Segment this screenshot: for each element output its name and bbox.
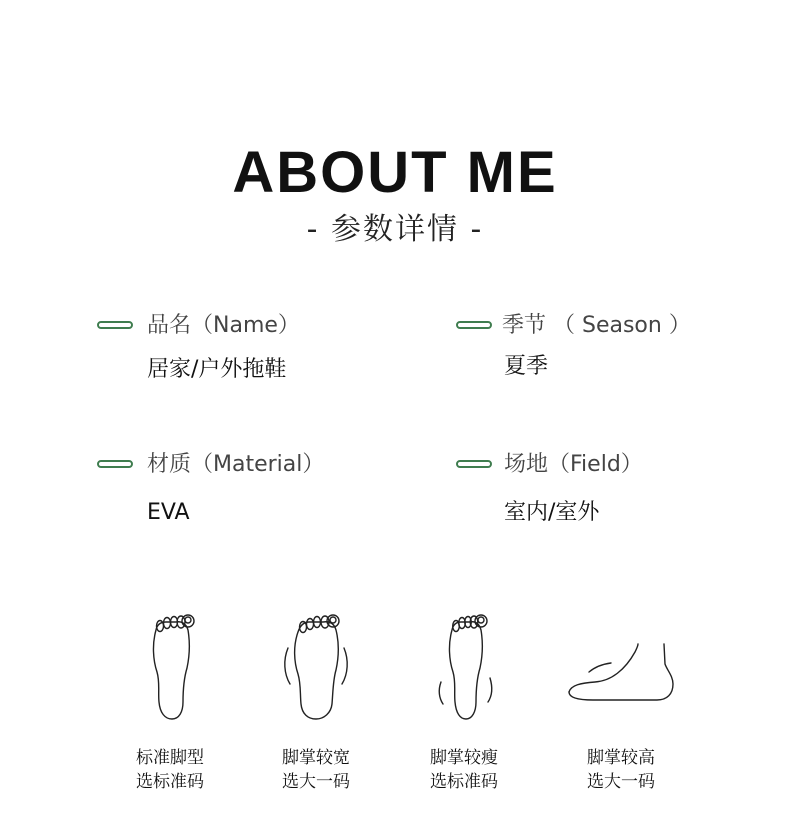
pill-marker-icon — [97, 460, 133, 468]
spec-label: 场地（Field） — [504, 452, 643, 477]
foot-type-standard — [110, 612, 230, 794]
wide-foot-icon — [276, 612, 356, 724]
foot-caption-line2: 选标准码 — [136, 772, 204, 792]
foot-caption-line1: 标准脚型 — [136, 748, 204, 768]
pill-marker-icon — [97, 321, 133, 329]
pill-marker-icon — [456, 460, 492, 468]
foot-caption-line1: 脚掌较高 — [587, 748, 655, 768]
spec-label: 季节 （ Season ） — [502, 313, 691, 338]
standard-foot-icon — [130, 612, 210, 724]
spec-label: 材质（Material） — [147, 452, 325, 477]
spec-value: 居家/户外拖鞋 — [147, 357, 287, 382]
pill-marker-icon — [456, 321, 492, 329]
foot-caption-line1: 脚掌较宽 — [282, 748, 350, 768]
foot-caption-line1: 脚掌较瘦 — [430, 748, 498, 768]
foot-type-high-arch — [561, 612, 681, 794]
page-subtitle: - 参数详情 - — [306, 212, 484, 247]
foot-type-narrow — [404, 612, 524, 794]
page-title: ABOUT ME — [232, 140, 558, 205]
foot-type-wide — [256, 612, 376, 794]
spec-value: 夏季 — [504, 354, 549, 379]
foot-caption-line2: 选标准码 — [430, 772, 498, 792]
spec-value: 室内/室外 — [504, 500, 600, 525]
foot-caption-line2: 选大一码 — [587, 772, 655, 792]
foot-caption-line2: 选大一码 — [282, 772, 350, 792]
high-arch-foot-icon — [561, 612, 681, 724]
spec-value: EVA — [147, 500, 190, 525]
spec-label: 品名（Name） — [147, 313, 300, 338]
narrow-foot-icon — [424, 612, 504, 724]
